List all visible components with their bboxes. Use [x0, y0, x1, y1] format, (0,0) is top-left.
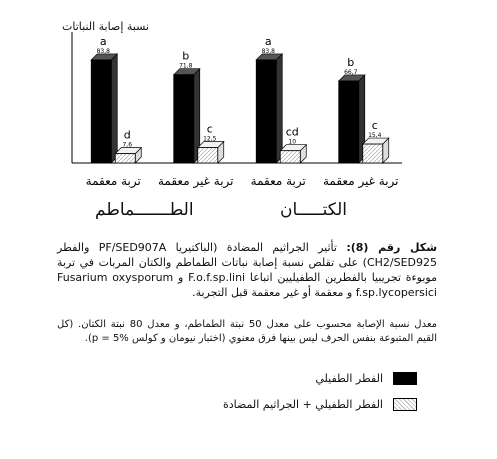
bar-value-label-1-0: 7,6 [122, 141, 133, 149]
bar-letter-0-0: a [99, 34, 107, 48]
bar-side-0-2 [276, 54, 282, 163]
figure-caption [57, 240, 437, 300]
group-label-tomato: الطـــــــماطم [95, 200, 194, 220]
bar-side-0-0 [111, 54, 117, 163]
bar-0-3 [339, 81, 359, 163]
legend-item-pathogen-antagonist [223, 398, 417, 411]
x-tick-label-2: تربة معقمة [250, 174, 306, 188]
bar-letter-1-3: c [371, 119, 378, 133]
x-tick-label-1: تربة غير معقمة [157, 174, 234, 188]
bar-letter-1-0: d [123, 128, 131, 142]
legend-swatch-dark [393, 372, 417, 385]
x-tick-label-3: تربة غير معقمة [322, 174, 399, 188]
bar-0-2 [256, 60, 276, 163]
group-label-flax: الكتـــــان [280, 200, 347, 220]
bar-value-label-0-1: 71,8 [179, 62, 193, 70]
bar-0-1 [174, 75, 194, 163]
caption-main: تأثير الجراثيم المضادة (الباكتيريا PF/SED907A والفطر CH2/SED925) على تقلص نسبة إصابة نباتات الطماطم والكتان المربات في تربة موبوءة تجريبيا بالفطرين الطفيليين اتباعا F.o.f.sp.lini و Fusarium oxysporum f.sp.lycopersici و معقمة أو غير معقمة قبل التجربة. [57, 241, 437, 299]
bar-value-label-0-0: 83,8 [96, 47, 110, 55]
bar-1-3 [363, 144, 383, 163]
legend-label: الفطر الطفيلي + الجراثيم المضادة [222, 398, 383, 411]
bar-value-label-1-1: 12,5 [203, 135, 217, 143]
bar-letter-1-2: cd [285, 125, 299, 139]
bar-value-label-0-3: 66,7 [344, 68, 358, 76]
bar-1-2 [280, 151, 300, 163]
legend-label: الفطر الطفيلي [315, 372, 383, 385]
bar-value-label-1-3: 15,4 [368, 132, 382, 140]
bar-0-0 [91, 60, 111, 163]
bar-value-label-1-2: 10 [288, 138, 297, 146]
bar-1-0 [115, 154, 135, 163]
bar-value-label-0-2: 83,8 [261, 47, 275, 55]
y-axis-label: نسبة إصابة النباتات [62, 20, 149, 33]
legend-swatch-light [393, 398, 417, 411]
bar-1-1 [198, 148, 218, 163]
bar-letter-0-1: b [182, 49, 190, 63]
bar-letter-0-2: a [264, 34, 272, 48]
legend-item-pathogen [315, 372, 417, 385]
caption-note: معدل نسبة الإصابة محسوب على معدل 50 نبتة الطماطم، و معدل 80 نبتة الكتان. (كل القيم المتبوعة بنفس الحرف ليس بينها فرق معنوي (اختبار نيومان و كولس p = 5%). [57, 319, 438, 344]
x-tick-label-0: تربة معقمة [85, 174, 141, 188]
figure-number: شكل رقم (8): [346, 241, 438, 254]
bar-letter-1-1: c [206, 122, 213, 136]
bar-letter-0-3: b [347, 55, 355, 69]
